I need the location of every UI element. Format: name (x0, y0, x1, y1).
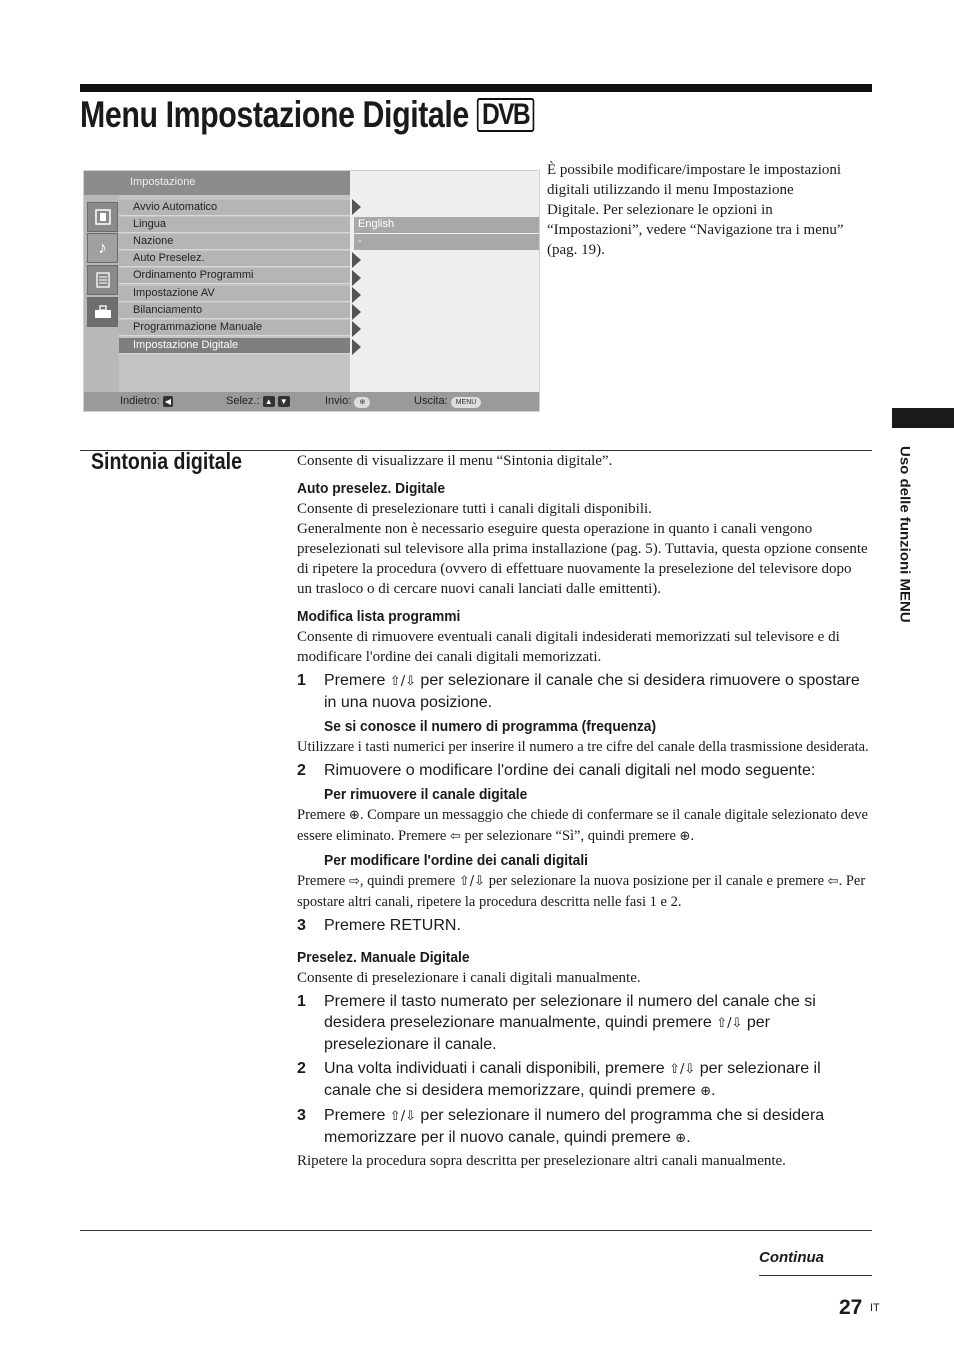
lingua-value: English (354, 217, 540, 233)
continua-rule (759, 1275, 872, 1276)
order-text: Premere ⇨, quindi premere ⇧/⇩ per selezionare la nuova posizione per il canale e premere ⇦. Per spostare altri canali, ripetere la procedura descritta nelle fasi 1 e 2. (297, 873, 866, 910)
menu-item: Nazione (119, 234, 350, 250)
modifica-step-1: 1 Premere ⇧/⇩ per selezionare il canale che si desidera rimuovere o spostare in una nuova posizione. (297, 672, 860, 711)
up-down-arrow-icon: ⇧/⇩ (669, 1062, 696, 1077)
page-language: IT (870, 1302, 880, 1314)
submenu-arrow-icon (352, 304, 361, 320)
menu-icon-column (84, 195, 119, 393)
submenu-arrow-icon (352, 321, 361, 337)
menu-key: MENU (451, 397, 482, 408)
manuale-step-3: 3 Premere ⇧/⇩ per selezionare il numero del programma che si desidera memorizzare per il nuovo canale, quindi premere ⊕. (297, 1107, 825, 1146)
bottom-rule (80, 1230, 872, 1231)
menu-item: Bilanciamento (119, 303, 350, 319)
left-arrow-icon: ⇦ (450, 829, 461, 844)
remove-heading: Per rimuovere il canale digitale (324, 786, 528, 803)
top-rule (80, 84, 872, 92)
continua-label: Continua (759, 1249, 824, 1266)
menu-item: Programmazione Manuale (119, 320, 350, 336)
auto-heading: Auto preselez. Digitale (297, 480, 446, 497)
submenu-arrow-icon (352, 252, 361, 268)
enter-icon: ⊕ (675, 1131, 687, 1146)
up-down-arrow-icon: ⇧/⇩ (458, 874, 486, 889)
up-arrow-icon: ▲ (264, 397, 273, 406)
menu-screenshot (83, 170, 540, 412)
dvb-logo-icon: DVB (477, 98, 534, 132)
menu-footer: Indietro: ◀ Selez.: ▲ ▼ Invio: ⊕ Uscita: MENU (84, 392, 540, 412)
side-tab-label: Uso delle funzioni MENU (896, 446, 913, 623)
modifica-p1: Consente di rimuovere eventuali canali digitali indesiderati memorizzati sul televisore e di modificare l'ordine dei canali digitali memorizzati. (297, 629, 840, 665)
manuale-closing: Ripetere la procedura sopra descritta per preselezionare altri canali manualmente. (297, 1153, 786, 1169)
menu-header: Impostazione (84, 171, 350, 195)
freq-heading: Se si conosce il numero di programma (frequenza) (324, 718, 657, 735)
enter-icon: ⊕ (348, 808, 360, 823)
remove-text: Premere ⊕. Compare un messaggio che chiede di confermare se il canale digitale selezionato deve essere eliminato. Premere ⇦ per selezionare “Sì”, quindi premere ⊕. (297, 807, 868, 844)
enter-icon: ⊕ (679, 829, 691, 844)
manuale-heading: Preselez. Manuale Digitale (297, 949, 470, 966)
section-title: Sintonia digitale (91, 448, 242, 474)
submenu-arrow-icon (352, 287, 361, 303)
manuale-step-2: 2 Una volta individuati i canali disponibili, premere ⇧/⇩ per selezionare il canale che si desidera memorizzare, quindi premere ⊕. (297, 1060, 821, 1099)
auto-p2: Generalmente non è necessario eseguire questa operazione in quanto i canali vengono preselezionati sul televisore alla prima installazione (pag. 5). Tuttavia, questa opzione consente di ripetere la procedura (ovvero di effettuare nuovamente la preselezione del televisore dopo un trasloco o di cercare nuovi canali lanciati dalle emittenti). (297, 521, 868, 597)
menu-item: Ordinamento Programmi (119, 268, 350, 284)
modifica-heading: Modifica lista programmi (297, 608, 461, 625)
manuale-p1: Consente di preselezionare i canali digitali manualmente. (297, 970, 641, 986)
freq-text: Utilizzare i tasti numerici per inserire il numero a tre cifre del canale della trasmissione desiderata. (297, 739, 869, 755)
menu-item-selected: Impostazione Digitale (119, 338, 350, 354)
modifica-step-3: 3 Premere RETURN. (297, 917, 461, 934)
menu-item: Avvio Automatico (119, 200, 350, 216)
menu-item: Auto Preselez. (119, 251, 350, 267)
music-note-icon: ♪ (87, 233, 118, 263)
page-number: 27 (839, 1296, 863, 1319)
picture-icon (87, 202, 118, 232)
menu-item: Lingua (119, 217, 350, 233)
list-icon (87, 265, 118, 295)
left-arrow-icon: ⇦ (827, 874, 839, 889)
submenu-arrow-icon (352, 270, 361, 286)
right-arrow-icon: ⇨ (348, 874, 360, 889)
section-intro: Consente di visualizzare il menu “Sintonia digitale”. (297, 453, 613, 469)
submenu-arrow-icon (352, 199, 361, 215)
up-down-arrow-icon: ⇧/⇩ (389, 674, 416, 689)
intro-text: È possibile modificare/impostare le impostazioni digitali utilizzando il menu Impostazione Digitale. Per selezionare le opzioni in “Impostazioni”, vedere “Navigazione tra i menu” (pag. 19). (547, 162, 844, 258)
back-arrow-icon: ◀ (164, 397, 171, 406)
side-tab (892, 408, 954, 428)
enter-icon: ⊕ (700, 1084, 712, 1099)
menu-item: Impostazione AV (119, 286, 350, 302)
manuale-step-1: 1 Premere il tasto numerato per selezionare il numero del canale che si desidera preselezionare manualmente, quindi premere ⇧/⇩ per preselezionare il canale. (297, 993, 816, 1053)
modifica-step-2: 2 Rimuovere o modificare l'ordine dei canali digitali nel modo seguente: (297, 762, 816, 779)
enter-key-icon: ⊕ (354, 397, 370, 408)
nazione-value: - (354, 234, 540, 250)
up-down-arrow-icon: ⇧/⇩ (716, 1016, 743, 1031)
section-content (297, 451, 869, 1171)
up-down-arrow-icon: ⇧/⇩ (389, 1109, 416, 1124)
menu-list (119, 195, 350, 393)
auto-p1: Consente di preselezionare tutti i canali digitali disponibili. (297, 501, 652, 517)
down-arrow-icon: ▼ (279, 397, 288, 406)
page-title: Menu Impostazione Digitale DVB (80, 94, 534, 136)
toolbox-icon (87, 297, 118, 327)
order-heading: Per modificare l'ordine dei canali digitali (324, 852, 589, 869)
submenu-arrow-icon (352, 339, 361, 355)
